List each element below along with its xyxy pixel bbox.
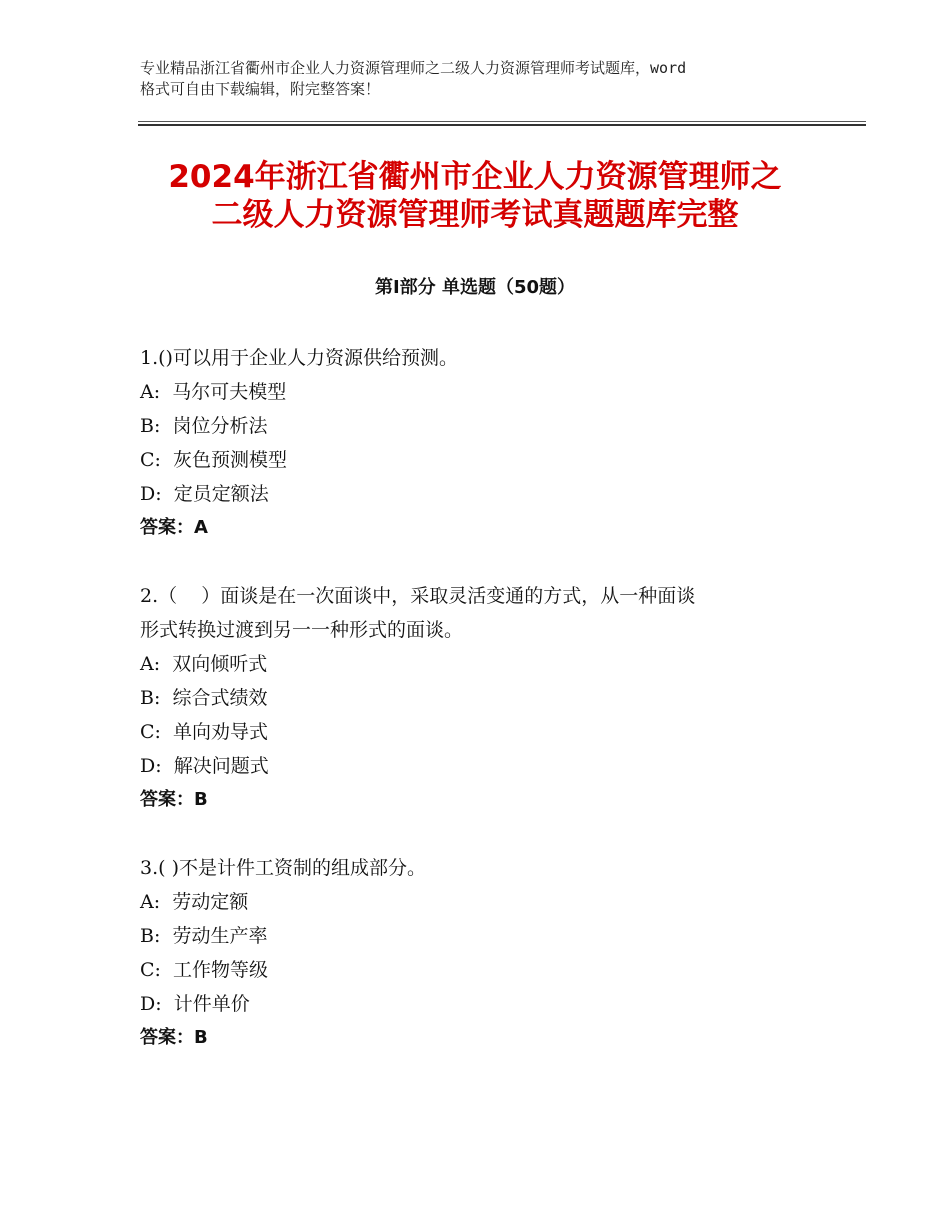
question-stem: 3.( )不是计件工资制的组成部分。 bbox=[140, 857, 426, 879]
question-2 bbox=[140, 579, 820, 817]
header-note-line-2: 格式可自由下载编辑，附完整答案！ bbox=[140, 80, 381, 98]
header-divider-thick bbox=[138, 124, 866, 126]
question-stem-line-2: 形式转换过渡到另一一种形式的面谈。 bbox=[140, 619, 464, 641]
question-1 bbox=[140, 341, 820, 545]
document-title bbox=[100, 158, 850, 234]
section-title: 第Ⅰ部分 单选题（50题） bbox=[374, 277, 575, 298]
question-list bbox=[140, 341, 820, 1089]
header-note-line-1: 专业精品浙江省衢州市企业人力资源管理师之二级人力资源管理师考试题库，word bbox=[140, 59, 687, 77]
option-c: C: 工作物等级 bbox=[140, 959, 269, 981]
option-d: D: 定员定额法 bbox=[140, 483, 269, 505]
document-title-line-2: 二级人力资源管理师考试真题题库完整 bbox=[211, 197, 739, 233]
option-d: D: 解决问题式 bbox=[140, 755, 269, 777]
answer: 答案：B bbox=[140, 789, 208, 810]
option-b: B: 劳动生产率 bbox=[140, 925, 268, 947]
question-stem: 1.()可以用于企业人力资源供给预测。 bbox=[140, 347, 458, 369]
header-divider-thin bbox=[138, 121, 866, 122]
option-d: D: 计件单价 bbox=[140, 993, 250, 1015]
option-a: A: 马尔可夫模型 bbox=[140, 381, 287, 403]
question-stem-line-1: 2.（ ）面谈是在一次面谈中，采取灵活变通的方式，从一种面谈 bbox=[140, 585, 696, 607]
option-a: A: 劳动定额 bbox=[140, 891, 249, 913]
answer: 答案：A bbox=[140, 517, 208, 538]
answer: 答案：B bbox=[140, 1027, 208, 1048]
document-title-line-1: 2024年浙江省衢州市企业人力资源管理师之 bbox=[168, 159, 782, 195]
option-c: C: 单向劝导式 bbox=[140, 721, 269, 743]
option-b: B: 综合式绩效 bbox=[140, 687, 268, 709]
option-c: C: 灰色预测模型 bbox=[140, 449, 288, 471]
question-3 bbox=[140, 851, 820, 1055]
header-note bbox=[140, 58, 840, 100]
option-b: B: 岗位分析法 bbox=[140, 415, 268, 437]
option-a: A: 双向倾听式 bbox=[140, 653, 268, 675]
